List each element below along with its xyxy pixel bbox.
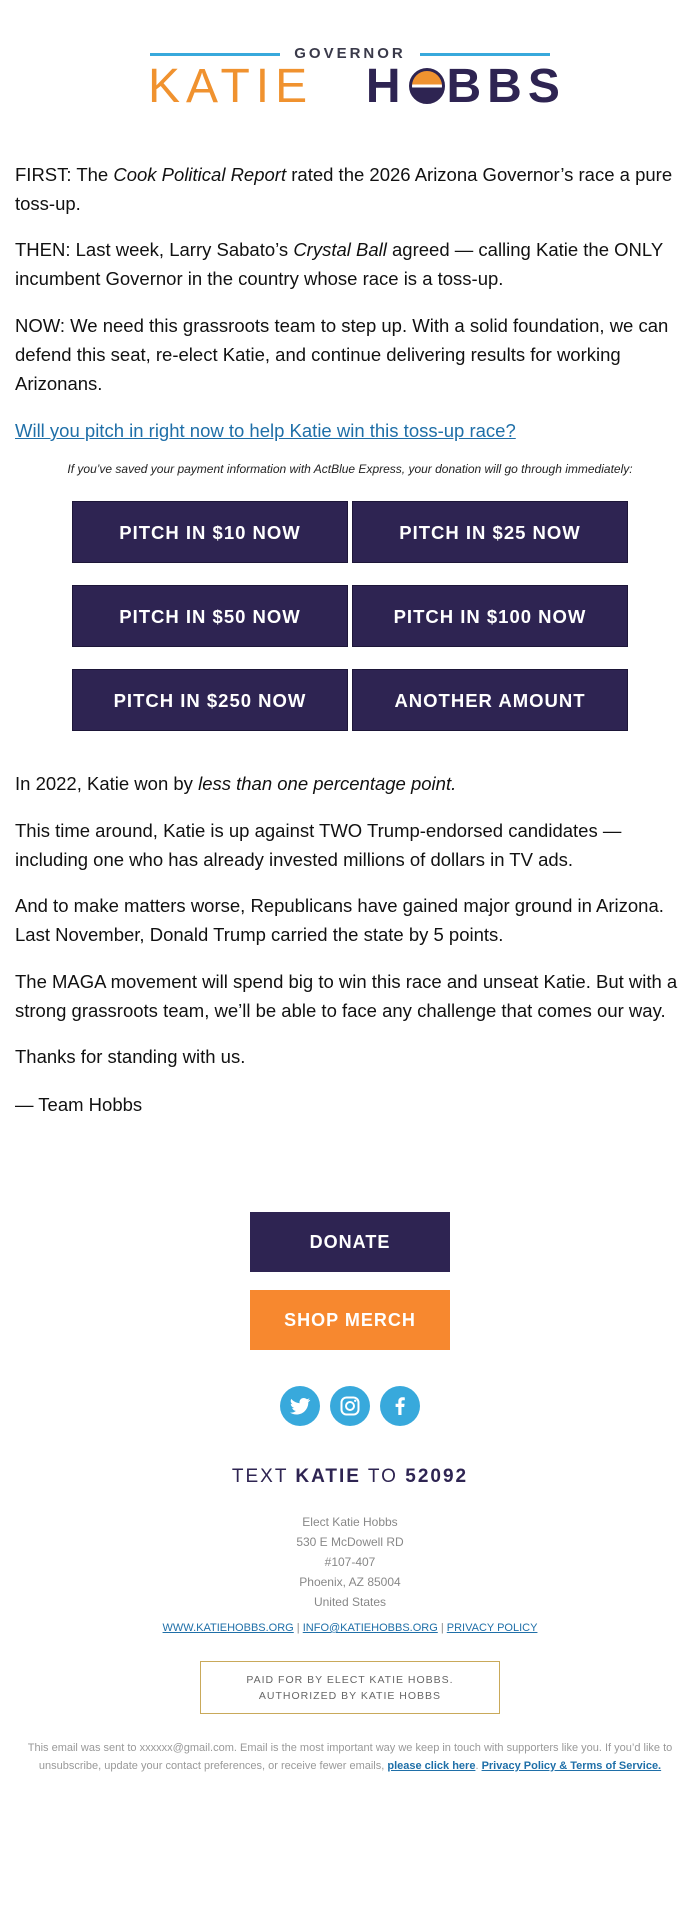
- logo-name: [148, 60, 566, 113]
- actblue-express-note: If you’ve saved your payment information with ActBlue Express, your donation will go through immediately:: [67, 462, 633, 476]
- instagram-icon[interactable]: [330, 1386, 370, 1426]
- footer-links: WWW.KATIEHOBBS.ORG | INFO@KATIEHOBBS.ORG | PRIVACY POLICY: [162, 1622, 538, 1634]
- logo-line-left: [150, 53, 280, 56]
- donate-100-button[interactable]: PITCH IN $100 NOW: [352, 585, 628, 647]
- logo-governor-text: GOVERNOR: [294, 45, 406, 62]
- donate-button[interactable]: DONATE: [250, 1212, 450, 1272]
- sunrise-logo-icon: [409, 68, 445, 104]
- shop-merch-button[interactable]: SHOP MERCH: [250, 1290, 450, 1350]
- logo-last-name-b: BBS: [446, 60, 566, 113]
- mailing-address: Elect Katie Hobbs 530 E McDowell RD #107-407 Phoenix, AZ 85004 United States: [296, 1515, 404, 1609]
- facebook-icon[interactable]: [380, 1386, 420, 1426]
- text-to-join: TEXT KATIE TO 52092: [231, 1466, 469, 1487]
- paragraph-first: FIRST: The Cook Political Report rated the 2026 Arizona Governor’s race a pure toss-up.: [15, 164, 673, 214]
- logo-first-name: KATIE: [148, 60, 314, 113]
- campaign-logo: [0, 0, 700, 140]
- paragraph-2022: In 2022, Katie won by less than one percentage point.: [15, 773, 457, 794]
- pitch-in-link[interactable]: Will you pitch in right now to help Katie win this toss-up race?: [15, 420, 516, 441]
- donate-other-amount-button[interactable]: ANOTHER AMOUNT: [352, 669, 628, 731]
- unsubscribe-fine-print: This email was sent to xxxxxx@gmail.com. Email is the most important way we keep in touch with supporters like you. If you’d like to unsubscribe, update your contact preferences, or receive fewer emails, please click here. Privacy Policy & Terms of Service.: [27, 1742, 673, 1772]
- paragraph-then: THEN: Last week, Larry Sabato’s Crystal Ball agreed — calling Katie the ONLY incumbent Governor in the country whose race is a toss-up.: [15, 239, 663, 289]
- donate-50-button[interactable]: PITCH IN $50 NOW: [72, 585, 348, 647]
- signoff: — Team Hobbs: [15, 1094, 143, 1115]
- website-link[interactable]: WWW.KATIEHOBBS.ORG: [162, 1622, 294, 1634]
- paragraph-two-candidates: This time around, Katie is up against TWO Trump-endorsed candidates — including one who has already invested millions of dollars in TV ads.: [15, 820, 622, 870]
- donate-25-button[interactable]: PITCH IN $25 NOW: [352, 501, 628, 563]
- paragraph-republicans: And to make matters worse, Republicans have gained major ground in Arizona. Last November, Donald Trump carried the state by 5 points.: [15, 895, 664, 945]
- terms-link[interactable]: Privacy Policy & Terms of Service.: [481, 1760, 662, 1772]
- privacy-policy-link[interactable]: PRIVACY POLICY: [446, 1622, 538, 1634]
- logo-last-name-a: H: [365, 60, 407, 113]
- unsubscribe-link[interactable]: please click here: [387, 1760, 476, 1772]
- twitter-icon[interactable]: [280, 1386, 320, 1426]
- email-link[interactable]: INFO@KATIEHOBBS.ORG: [302, 1622, 438, 1634]
- paragraph-now: NOW: We need this grassroots team to step up. With a solid foundation, we can defend this seat, re-elect Katie, and continue delivering results for working Arizonans.: [15, 315, 669, 394]
- donate-10-button[interactable]: PITCH IN $10 NOW: [72, 501, 348, 563]
- paragraph-thanks: Thanks for standing with us.: [15, 1046, 246, 1067]
- logo-line-right: [420, 53, 550, 56]
- paragraph-maga: The MAGA movement will spend big to win this race and unseat Katie. But with a strong grassroots team, we’ll be able to face any challenge that comes our way.: [15, 971, 678, 1021]
- paid-for-disclaimer: PAID FOR BY ELECT KATIE HOBBS. AUTHORIZED BY KATIE HOBBS: [200, 1661, 500, 1714]
- donate-250-button[interactable]: PITCH IN $250 NOW: [72, 669, 348, 731]
